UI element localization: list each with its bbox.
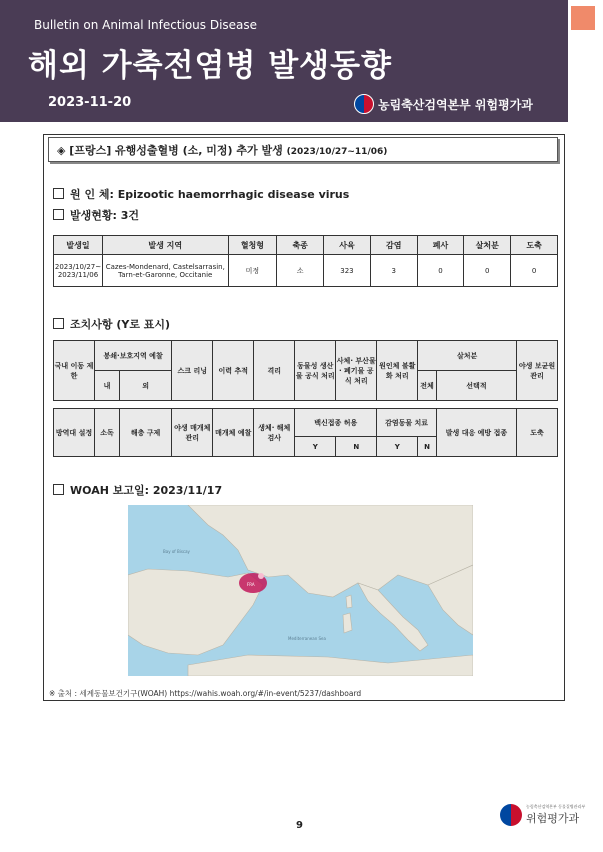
measures-row [54, 409, 558, 437]
spacer-row [54, 401, 558, 409]
footer-org-big: 위험평가과 [526, 812, 580, 825]
col-header: 발생일 [54, 236, 103, 255]
status-section [53, 207, 139, 223]
land-africa [188, 655, 473, 676]
culling-header: 살처분 [418, 341, 517, 371]
report-title-text: ◈ [프랑스] 유행성출혈병 (소, 미정) 추가 발생 [57, 144, 283, 157]
status-text: 발생현황: 3건 [70, 209, 140, 222]
sea-label-med: Mediterranean Sea [288, 636, 326, 641]
land-corsica [346, 595, 352, 608]
inactivation-header: 원인체 불활화 처리 [377, 341, 418, 401]
report-title-period: (2023/10/27~11/06) [286, 147, 388, 157]
treatment-header: 감염동물 치료 [377, 409, 437, 437]
footer-logo [500, 804, 585, 826]
cell-species: 소 [277, 255, 324, 287]
cell-culled: 0 [464, 255, 511, 287]
org-logo [354, 94, 533, 114]
wildlife-header: 야생 보균원 관리 [517, 341, 558, 401]
col-header: 축종 [277, 236, 324, 255]
cell-slaughtered: 0 [511, 255, 558, 287]
table-row [54, 255, 558, 287]
y-header: Y [377, 437, 418, 457]
col-header: 발생 지역 [102, 236, 228, 255]
cell-dead: 0 [417, 255, 464, 287]
carcass-header: 동물성 생산물 공식 처리 [295, 341, 336, 401]
measures-text: 조치사항 (Y로 표시) [70, 318, 171, 331]
map-svg [128, 505, 473, 676]
cell-region: Cazes-Mondenard, Castelsarrasin, Tarn-et-Garonne, Occitanie [102, 255, 228, 287]
col-header: 폐사 [417, 236, 464, 255]
col-header: 살처분 [464, 236, 511, 255]
page-number: 9 [296, 820, 303, 831]
outbreak-map [128, 505, 473, 676]
land-sardinia [343, 613, 352, 633]
measures-section [53, 316, 170, 332]
n-header: N [336, 437, 377, 457]
zone-setup-header: 방역대 설정 [54, 409, 95, 457]
table-header-row [54, 236, 558, 255]
footer-org-small: 농림축산검역본부 동물질병관리부 [526, 804, 586, 809]
vaccination-header: 백신접종 허용 [295, 409, 377, 437]
outbreak-point [258, 573, 264, 579]
disinfection-header: 소독 [95, 409, 120, 457]
woah-section [53, 482, 222, 498]
taegeuk-icon [500, 804, 522, 826]
checkbox-square-icon [53, 209, 64, 220]
col-header: 혈청형 [228, 236, 277, 255]
byproduct-header: 사체· 부산물· 폐기물 공식 처리 [336, 341, 377, 401]
checkbox-square-icon [53, 318, 64, 329]
col-header: 도축 [511, 236, 558, 255]
measures-table [53, 340, 558, 457]
y-header: Y [295, 437, 336, 457]
domestic-header: 국내 이동 제한 [54, 341, 95, 401]
screening-header: 스크 리닝 [172, 341, 213, 401]
zone-header: 봉쇄·보호지역 예찰 [95, 341, 172, 371]
woah-text: WOAH 보고일: 2023/11/17 [70, 484, 223, 497]
source-note: ※ 출처 : 세계동물보건기구(WOAH) https://wahis.woah.org/#/in-event/5237/dashboard [49, 689, 362, 698]
col-header: 감염 [370, 236, 417, 255]
inside-header: 내 [95, 371, 120, 401]
bulletin-label: Bulletin on Animal Infectious Disease [34, 18, 258, 32]
selective-header: 선택적 [436, 371, 516, 401]
n-header: N [418, 437, 437, 457]
cell-infected: 3 [370, 255, 417, 287]
page-title: 해외 가축전염병 발생동향 [28, 48, 392, 84]
cell-date: 2023/10/27~ 2023/11/06 [54, 255, 103, 287]
report-title [48, 137, 558, 162]
org-name: 농림축산검역본부 위험평가과 [378, 97, 533, 112]
taegeuk-icon [354, 94, 374, 114]
issue-date: 2023-11-20 [48, 95, 132, 110]
autopsy-header: 생체· 해체 검사 [254, 409, 295, 457]
pest-header: 해충 구제 [119, 409, 171, 457]
quarantine-header: 격리 [254, 341, 295, 401]
prevention-header: 발생 대응 예방 접종 [436, 409, 516, 457]
whole-header: 전체 [418, 371, 437, 401]
cause-section [53, 186, 349, 202]
land-italy [358, 583, 428, 651]
marker-label: FRA [247, 582, 255, 587]
slaughter-header: 도축 [517, 409, 558, 457]
checkbox-square-icon [53, 484, 64, 495]
wild-vector-header: 야생 매개체 관리 [172, 409, 213, 457]
cell-reared: 323 [324, 255, 371, 287]
footer-text [526, 804, 585, 826]
cell-serotype: 미정 [228, 255, 277, 287]
measures-row [54, 341, 558, 371]
accent-square [571, 6, 595, 30]
header-banner [0, 0, 603, 122]
cause-text: 원 인 체: Epizootic haemorrhagic disease virus [70, 188, 350, 201]
col-header: 사육 [324, 236, 371, 255]
trace-header: 이력 추적 [213, 341, 254, 401]
outbreak-table [53, 235, 558, 287]
outside-header: 외 [119, 371, 171, 401]
checkbox-square-icon [53, 188, 64, 199]
vector-surv-header: 매개체 예찰 [213, 409, 254, 457]
sea-label-biscay: Bay of Biscay [163, 549, 190, 554]
